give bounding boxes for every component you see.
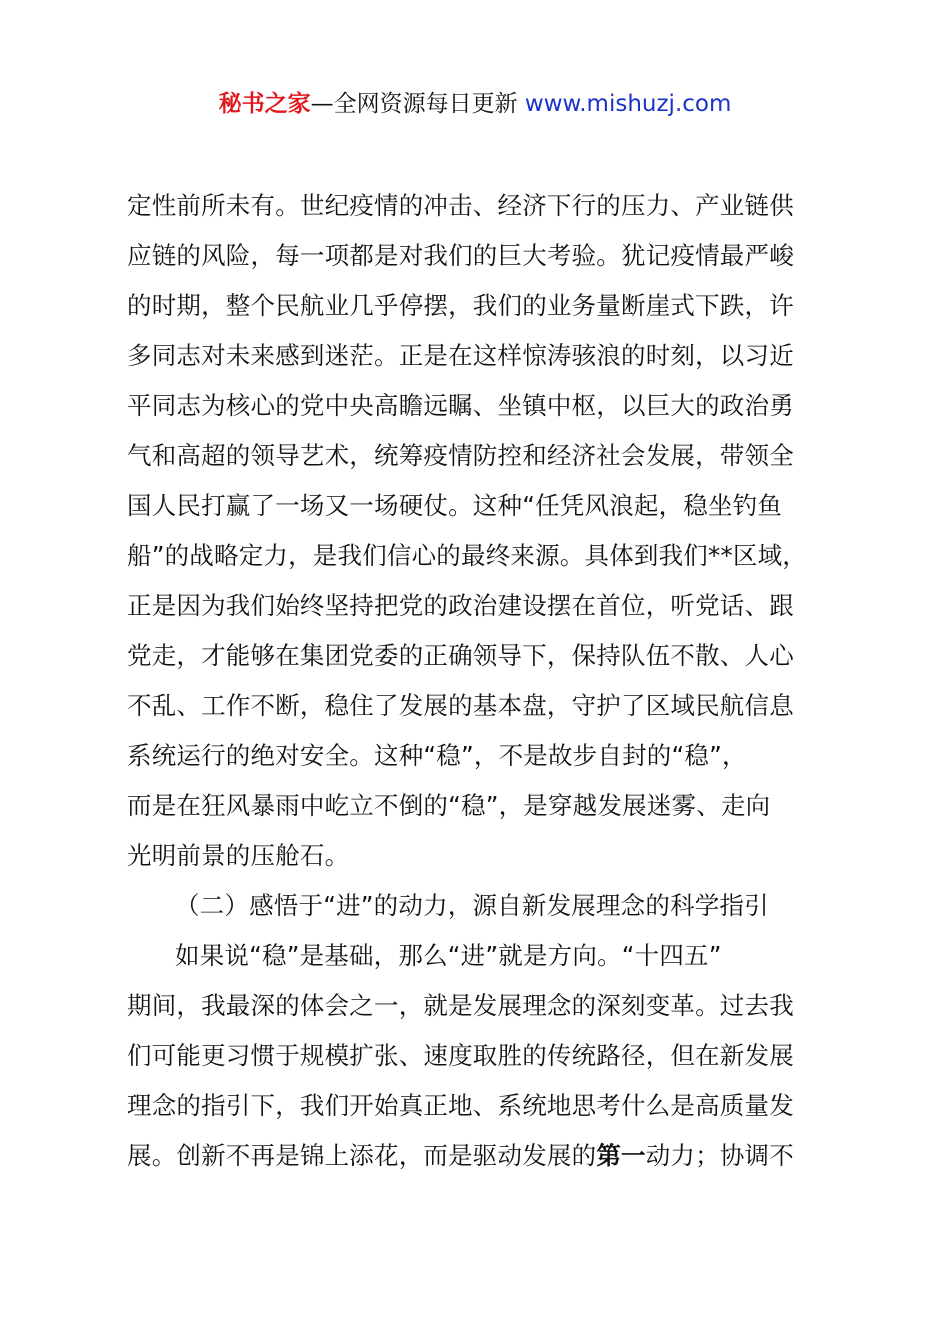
text-line: 平同志为核心的党中央高瞻远瞩、坐镇中枢，以巨大的政治勇 bbox=[127, 391, 794, 420]
text-line: 气和高超的领导艺术，统筹疫情防控和经济社会发展，带领全 bbox=[127, 441, 794, 470]
header-brand: 秘书之家 bbox=[218, 91, 311, 117]
text-line: 正是因为我们始终坚持把党的政治建设摆在首位，听党话、跟 bbox=[127, 591, 794, 620]
text-line: 如果说“稳”是基础，那么“进”就是方向。“十四五” bbox=[175, 941, 722, 970]
text-line: 而是在狂风暴雨中屹立不倒的“稳”，是穿越发展迷雾、走向 bbox=[127, 791, 771, 820]
text-line: 系统运行的绝对安全。这种“稳”，不是故步自封的“稳”， bbox=[127, 741, 747, 770]
text-line: 国人民打赢了一场又一场硬仗。这种“任凭风浪起，稳坐钓鱼 bbox=[127, 491, 783, 520]
text-line: 党走，才能够在集团党委的正确领导下，保持队伍不散、人心 bbox=[127, 641, 794, 670]
text-line: 船”的战略定力，是我们信心的最终来源。具体到我们**区域， bbox=[127, 541, 807, 570]
page-header bbox=[0, 86, 950, 122]
bold-text: 第一 bbox=[596, 1141, 646, 1170]
text-line: 理念的指引下，我们开始真正地、系统地思考什么是高质量发 bbox=[127, 1091, 794, 1120]
text-line: 应链的风险，每一项都是对我们的巨大考验。犹记疫情最严峻 bbox=[127, 241, 794, 270]
text-line: 光明前景的压舱石。 bbox=[127, 841, 350, 870]
text-line: 们可能更习惯于规模扩张、速度取胜的传统路径，但在新发展 bbox=[127, 1041, 794, 1070]
text-segment: 展。创新不再是锦上添花，而是驱动发展的 bbox=[127, 1141, 597, 1170]
section-heading: （二）感悟于“进”的动力，源自新发展理念的科学指引 bbox=[175, 891, 769, 920]
header-slogan: —全网资源每日更新 bbox=[310, 91, 518, 117]
document-body bbox=[127, 181, 847, 1181]
text-line: 定性前所未有。世纪疫情的冲击、经济下行的压力、产业链供 bbox=[127, 191, 794, 220]
text-line: 多同志对未来感到迷茫。正是在这样惊涛骇浪的时刻，以习近 bbox=[127, 341, 794, 370]
text-line: 不乱、工作不断，稳住了发展的基本盘，守护了区域民航信息 bbox=[127, 691, 794, 720]
text-line: 期间，我最深的体会之一，就是发展理念的深刻变革。过去我 bbox=[127, 991, 794, 1020]
text-line: 的时期，整个民航业几乎停摆，我们的业务量断崖式下跌，许 bbox=[127, 291, 794, 320]
text-line-last bbox=[127, 1131, 847, 1181]
text-segment: 动力；协调不 bbox=[645, 1141, 794, 1170]
header-url[interactable]: www.mishuzj.com bbox=[524, 91, 732, 117]
